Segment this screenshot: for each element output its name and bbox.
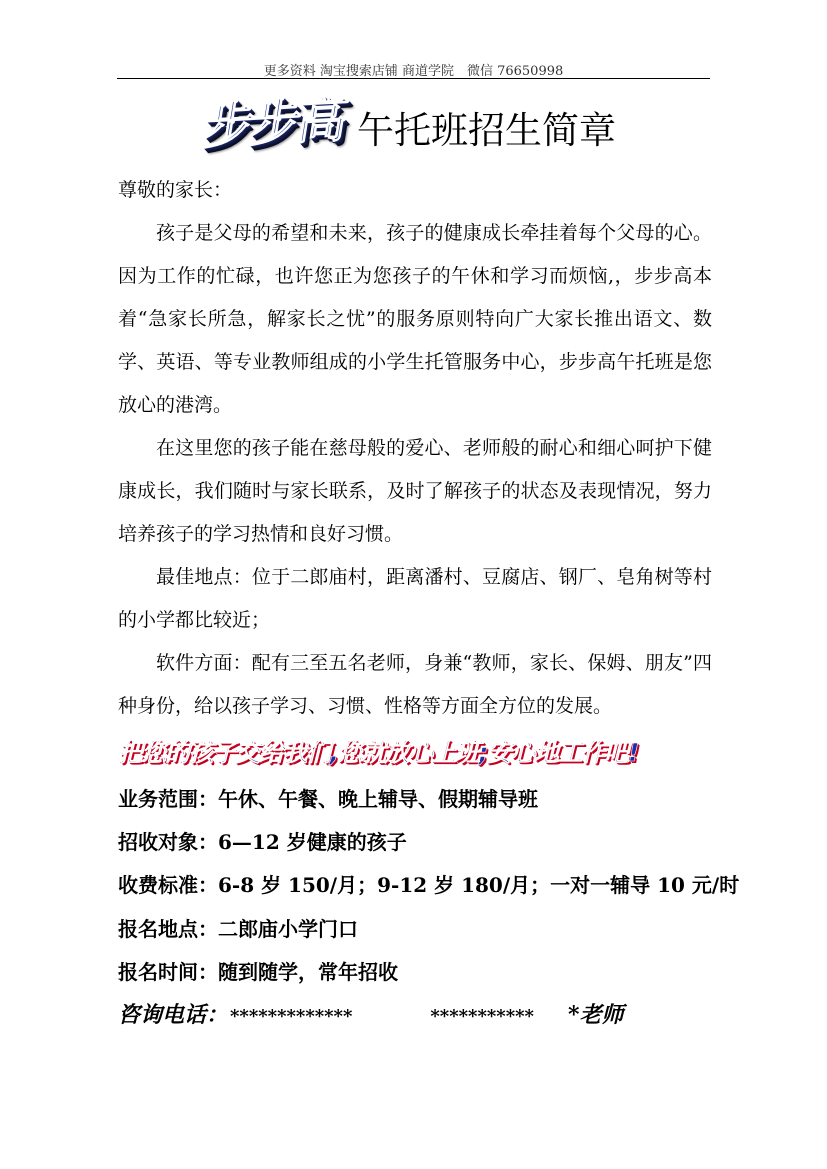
contact-line [118,998,623,1029]
page-header: 更多资料 淘宝搜索店铺 商道学院 微信 76650998 [263,64,564,79]
contact-phone-1: ************* [230,1006,353,1027]
header-divider [117,78,710,79]
paragraph-location: 最佳地点：位于二郎庙村，距离潘村、豆腐店、钢厂、皂角树等村的小学都比较近； [118,566,712,631]
greeting: 尊敬的家长： [118,179,233,201]
info-registration-time: 报名时间：随到随学，常年招收 [118,960,398,984]
brand-logo: 步步高 [199,89,349,156]
paragraph-staff: 软件方面：配有三至五名老师，身兼“教师，家长、保姆、朋友”四种身份，给以孩子学习、习惯、性格等方面全方位的发展。 [118,652,712,717]
contact-phone-2: *********** [430,1006,534,1027]
document-title [199,80,616,165]
title-text: 午托班招生简章 [357,109,616,152]
contact-label: 咨询电话： [118,1002,229,1028]
contact-teacher: *老师 [567,1002,624,1028]
paragraph-care: 在这里您的孩子能在慈母般的爱心、老师般的耐心和细心呵护下健康成长，我们随时与家长联系，及时了解孩子的状态及表现情况，努力培养孩子的学习热情和良好习惯。 [118,437,712,545]
info-enrollment-target: 招收对象：6—12 岁健康的孩子 [118,830,407,854]
info-registration-place: 报名地点：二郎庙小学门口 [118,917,358,941]
info-fee-standard: 收费标准：6-8 岁 150/月；9-12 岁 180/月；一对一辅导 10 元/时 [118,873,740,897]
slogan-banner: 把您的孩子交给我们,您就放心上班;安心地工作吧! [118,738,638,767]
info-service-scope: 业务范围：午休、午餐、晚上辅导、假期辅导班 [118,787,538,811]
paragraph-intro: 孩子是父母的希望和未来，孩子的健康成长牵挂着每个父母的心。因为工作的忙碌，也许您正为您孩子的午休和学习而烦恼,，步步高本着“急家长所急，解家长之忧”的服务原则特向广大家长推出语文、数学、英语、等专业教师组成的小学生托管服务中心，步步高午托班是您放心的港湾。 [118,222,712,416]
